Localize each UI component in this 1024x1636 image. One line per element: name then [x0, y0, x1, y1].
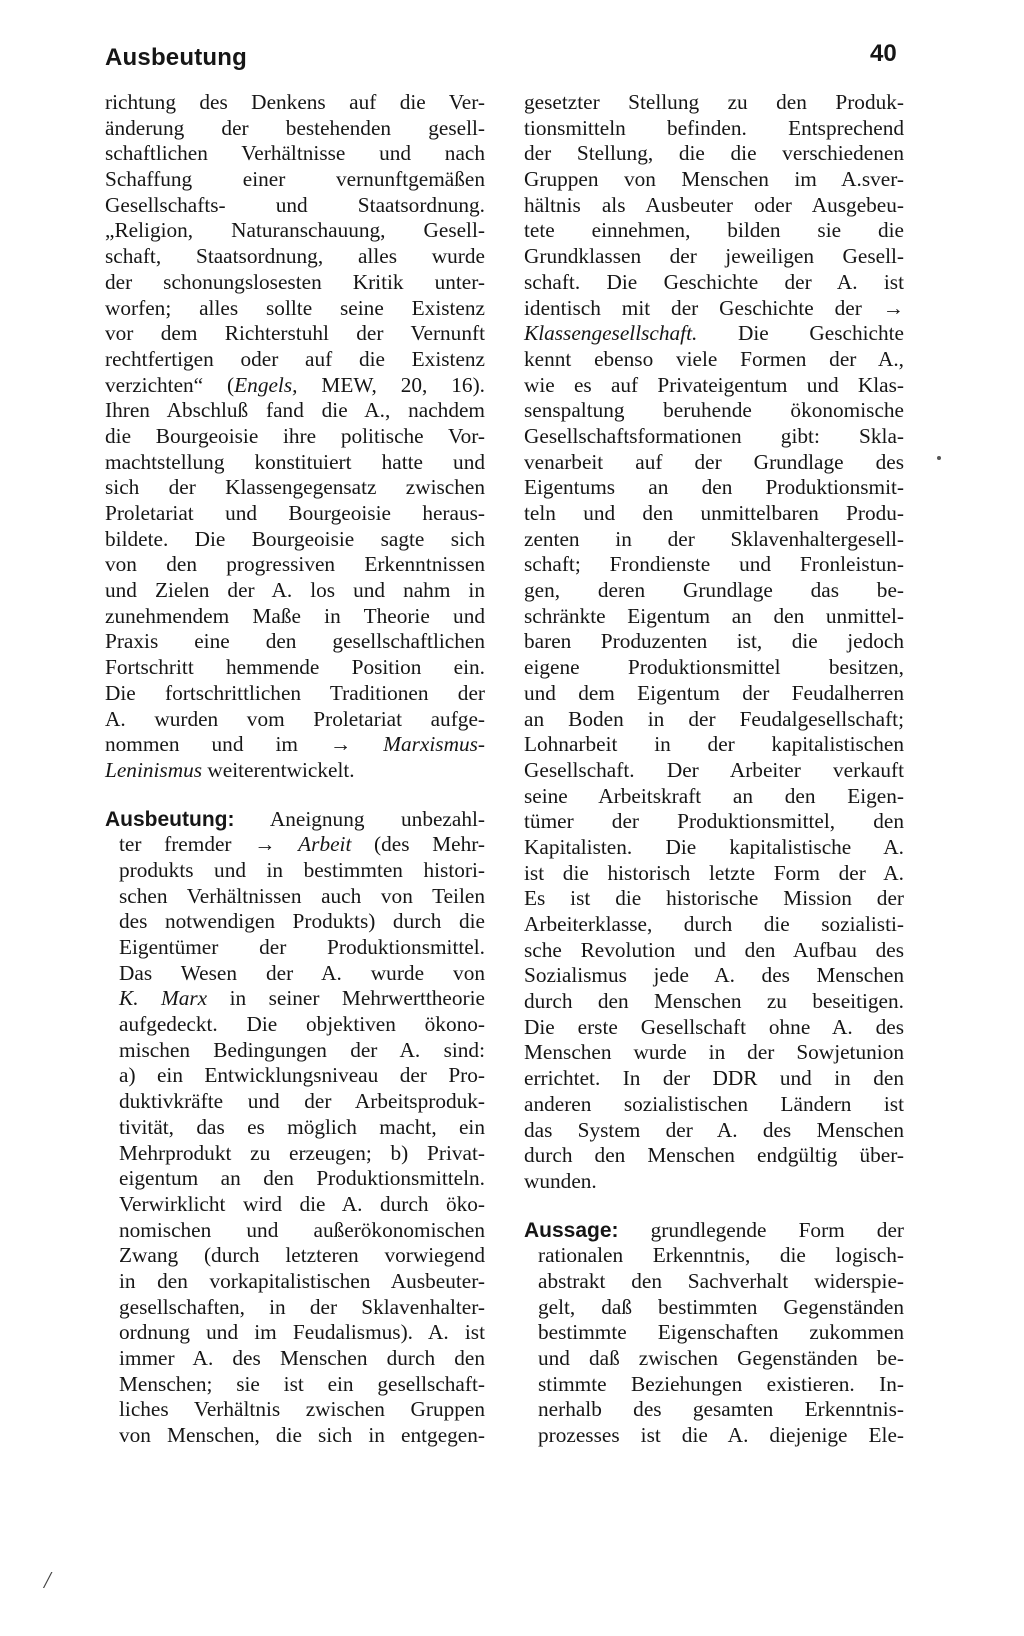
text-line: seine Arbeitskraft an den Eigen-	[524, 783, 904, 808]
text-line: bestimmte Eigenschaften zukommen	[538, 1320, 904, 1345]
text-line: a) ein Entwicklungsniveau der Pro-	[119, 1063, 485, 1088]
text-line: schaft; Frondienste und Fronleistun-	[524, 552, 904, 577]
entry-keyword-aussage: Aussage:	[524, 1218, 619, 1242]
text-line: Es ist die historische Mission der	[524, 886, 904, 911]
entry-ausbeutung	[105, 807, 485, 1449]
text-line: gesellschaften, in der Sklavenhalter-	[119, 1294, 485, 1319]
left-column	[105, 90, 485, 1449]
leninismus-line: Leninismus weiterentwickelt.	[105, 757, 355, 782]
text-line: vor dem Richterstuhl der Vernunft	[105, 321, 485, 346]
text-line: gesetzter Stellung zu den Produk-	[524, 90, 904, 114]
text-line: sich der Klassengegensatz zwischen	[105, 475, 485, 500]
text-line: wie es auf Privateigentum und Klas-	[524, 372, 904, 397]
text-line: tümer der Produktionsmittel, den	[524, 809, 904, 834]
entry-keyword-ausbeutung: Ausbeutung:	[105, 807, 235, 831]
text-line: Kapitalisten. Die kapitalistische A.	[524, 834, 904, 859]
text-line: wunden.	[524, 1168, 597, 1193]
text-line: abstrakt den Sachverhalt widerspie-	[538, 1268, 904, 1293]
marxism-link-line: nommen und im → Marxismus-	[105, 732, 485, 757]
text-line: liches Verhältnis zwischen Gruppen	[119, 1397, 485, 1422]
entry-aussage-first-line: Aussage: grundlegende Form der	[524, 1217, 904, 1242]
text-line: Mehrprodukt zu erzeugen; b) Privat-	[119, 1140, 485, 1165]
entry-aussage	[524, 1218, 904, 1449]
text-line: teln und den unmittelbaren Produ-	[524, 501, 904, 525]
text-line: kennt ebenso viele Formen der A.,	[524, 346, 904, 371]
text-line: „Religion, Naturanschauung, Gesell-	[105, 218, 485, 243]
text-line: sche Revolution und den Aufbau des	[524, 937, 904, 962]
text-line: A. wurden vom Proletariat aufge-	[105, 706, 485, 731]
text-line: Verwirklicht wird die A. durch öko-	[119, 1191, 485, 1216]
text-line: duktivkräfte und der Arbeitsproduk-	[119, 1089, 485, 1114]
text-line: tivität, das es möglich macht, ein	[119, 1114, 485, 1139]
text-line: und dem Eigentum der Feudalherren	[524, 680, 904, 705]
text-line: Proletariat und Bourgeoisie heraus-	[105, 501, 485, 525]
text-line: Das Wesen der A. wurde von	[119, 960, 485, 985]
text-line: der Stellung, die die verschiedenen	[524, 141, 904, 166]
text-line: senspaltung beruhende ökonomische	[524, 398, 904, 423]
text-line: produkts und in bestimmten histori-	[119, 857, 485, 882]
text-line: zunehmendem Maße in Theorie und	[105, 603, 485, 628]
text-line: gelt, daß bestimmten Gegenständen	[538, 1294, 904, 1319]
margin-dot	[937, 456, 941, 460]
text-line: ordnung und im Feudalismus). A. ist	[119, 1320, 485, 1345]
klassengesellschaft-link[interactable]: Klassengesellschaft.	[524, 321, 698, 346]
arrow-icon: →	[254, 832, 276, 857]
text-line: Lohnarbeit in der kapitalistischen	[524, 732, 904, 757]
ausbeutung-lines-c	[105, 858, 485, 986]
text-line: Menschen; sie ist ein gesellschaft-	[119, 1371, 485, 1396]
marx-author: K. Marx	[119, 986, 208, 1011]
text-line: schaftlichen Verhältnisse und nach	[105, 141, 485, 166]
arbeit-link-line: ter fremder → Arbeit (des Mehr-	[119, 832, 485, 857]
text-line: Fortschritt hemmende Position ein.	[105, 655, 485, 680]
klassengesellschaft-line-2: Klassengesellschaft. Die Geschichte	[524, 321, 904, 346]
page-number: 40	[870, 40, 897, 67]
text-line: rechtfertigen oder auf die Existenz	[105, 346, 485, 371]
text-line: Gesellschaft. Der Arbeiter verkauft	[524, 757, 904, 782]
text-line: venarbeit auf der Grundlage des	[524, 449, 904, 474]
arrow-icon: →	[882, 295, 904, 320]
text-line: nerhalb des gesamten Erkenntnis-	[538, 1397, 904, 1422]
text-line: eigentum an den Produktionsmitteln.	[119, 1166, 485, 1191]
text-line: Zwang (durch letzteren vorwiegend	[119, 1243, 485, 1268]
right-lines-b	[524, 347, 904, 1195]
text-line: bildete. Die Bourgeoisie sagte sich	[105, 526, 485, 551]
text-line: durch den Menschen zu beseitigen.	[524, 989, 904, 1014]
text-line: tionsmitteln befinden. Entsprechend	[524, 115, 904, 140]
text-line: von Menschen, die sich in entgegen-	[119, 1423, 485, 1448]
text-line: des notwendigen Produkts) durch die	[119, 909, 485, 934]
text-line: der schonungslosesten Kritik unter-	[105, 269, 485, 294]
text-line: Grundklassen der jeweiligen Gesell-	[524, 244, 904, 269]
text-line: errichtet. In der DDR und in den	[524, 1066, 904, 1091]
ausbeutung-lines-d	[105, 1012, 485, 1449]
text-line: schaft, Staatsordnung, alles wurde	[105, 244, 485, 269]
text-line: gen, deren Grundlage das be-	[524, 578, 904, 603]
text-line: machtstellung konstituiert hatte und	[105, 449, 485, 474]
text-line: immer A. des Menschen durch den	[119, 1346, 485, 1370]
entry-ausbeutung-first-line: Ausbeutung: Aneignung unbezahl-	[105, 806, 485, 831]
text-line: änderung der bestehenden gesell-	[105, 115, 485, 140]
text-line: eigene Produktionsmittel besitzen,	[524, 655, 904, 680]
text-line: und Zielen der A. los und nahm in	[105, 578, 485, 603]
klassengesellschaft-line-1: identisch mit der Geschichte der →	[524, 295, 904, 320]
text-line: baren Produzenten ist, die jedoch	[524, 629, 904, 654]
right-lines-a	[524, 90, 904, 296]
text-line: die Bourgeoisie ihre politische Vor-	[105, 423, 485, 448]
text-line: in den vorkapitalistischen Ausbeuter-	[119, 1268, 485, 1293]
text-line: schränkte Eigentum an den unmittel-	[524, 603, 904, 628]
text-line: Eigentümer der Produktionsmittel.	[119, 935, 485, 959]
text-line: an Boden in der Feudalgesellschaft;	[524, 706, 904, 731]
text-line: schaft. Die Geschichte der A. ist	[524, 269, 904, 294]
text-line: Gesellschaftsformationen gibt: Skla-	[524, 423, 904, 448]
text-line: das System der A. des Menschen	[524, 1117, 904, 1142]
marx-line: K. Marx in seiner Mehrwerttheorie	[119, 986, 485, 1011]
margin-pencil-mark: /	[44, 1568, 51, 1594]
marxismus-link[interactable]: Marxismus-	[383, 732, 485, 757]
text-line: schen Verhältnissen auch von Teilen	[119, 883, 485, 908]
left-lines-a	[105, 90, 485, 373]
arrow-icon: →	[329, 732, 352, 757]
text-line: Sozialismus jede A. des Menschen	[524, 963, 904, 988]
text-line: prozesses ist die A. diejenige Ele-	[538, 1423, 904, 1448]
text-line: nomischen und außerökonomischen	[119, 1217, 485, 1242]
running-head: Ausbeutung	[105, 44, 247, 71]
text-line: Eigentums an den Produktionsmit-	[524, 475, 904, 500]
text-line: Gruppen von Menschen im A.sver-	[524, 167, 904, 192]
text-line: stimmte Beziehungen existieren. In-	[538, 1371, 904, 1396]
text-line: rationalen Erkenntnis, die logisch-	[538, 1243, 904, 1268]
text-line: aufgedeckt. Die objektiven ökono-	[119, 1012, 485, 1037]
arbeit-link[interactable]: Arbeit	[298, 832, 352, 857]
text-line: von den progressiven Erkenntnissen	[105, 552, 485, 577]
text-line: Gesellschafts- und Staatsordnung.	[105, 192, 485, 217]
text-line: Ihren Abschluß fand die A., nachdem	[105, 398, 485, 423]
right-column	[524, 90, 904, 1449]
text-line: Arbeiterklasse, durch die sozialisti-	[524, 912, 904, 936]
text-line: hältnis als Ausbeuter oder Ausgebeu-	[524, 192, 904, 217]
left-lines-b	[105, 398, 485, 732]
text-line: tete einnehmen, bilden sie die	[524, 218, 904, 243]
aussage-lines	[524, 1243, 904, 1449]
text-line: und daß zwischen Gegenständen be-	[538, 1346, 904, 1370]
text-line: worfen; alles sollte seine Existenz	[105, 295, 485, 320]
text-line: Die fortschrittlichen Traditionen der	[105, 680, 485, 705]
text-line: durch den Menschen endgültig über-	[524, 1143, 904, 1168]
leninismus-link[interactable]: Leninismus	[105, 757, 203, 782]
text-line: richtung des Denkens auf die Ver-	[105, 90, 485, 114]
engels-author: Engels,	[234, 372, 298, 397]
text-line: mischen Bedingungen der A. sind:	[119, 1037, 485, 1062]
text-line: ist die historisch letzte Form der A.	[524, 860, 904, 885]
engels-citation-line: verzichten“ (Engels, MEW, 20, 16).	[105, 372, 485, 397]
text-line: anderen sozialistischen Ländern ist	[524, 1091, 904, 1116]
text-line: Schaffung einer vernunftgemäßen	[105, 167, 485, 192]
text-line: Menschen wurde in der Sowjetunion	[524, 1040, 904, 1065]
text-line: Praxis eine den gesellschaftlichen	[105, 629, 485, 654]
text-line: Die erste Gesellschaft ohne A. des	[524, 1014, 904, 1039]
text-line: zenten in der Sklavenhaltergesell-	[524, 526, 904, 551]
